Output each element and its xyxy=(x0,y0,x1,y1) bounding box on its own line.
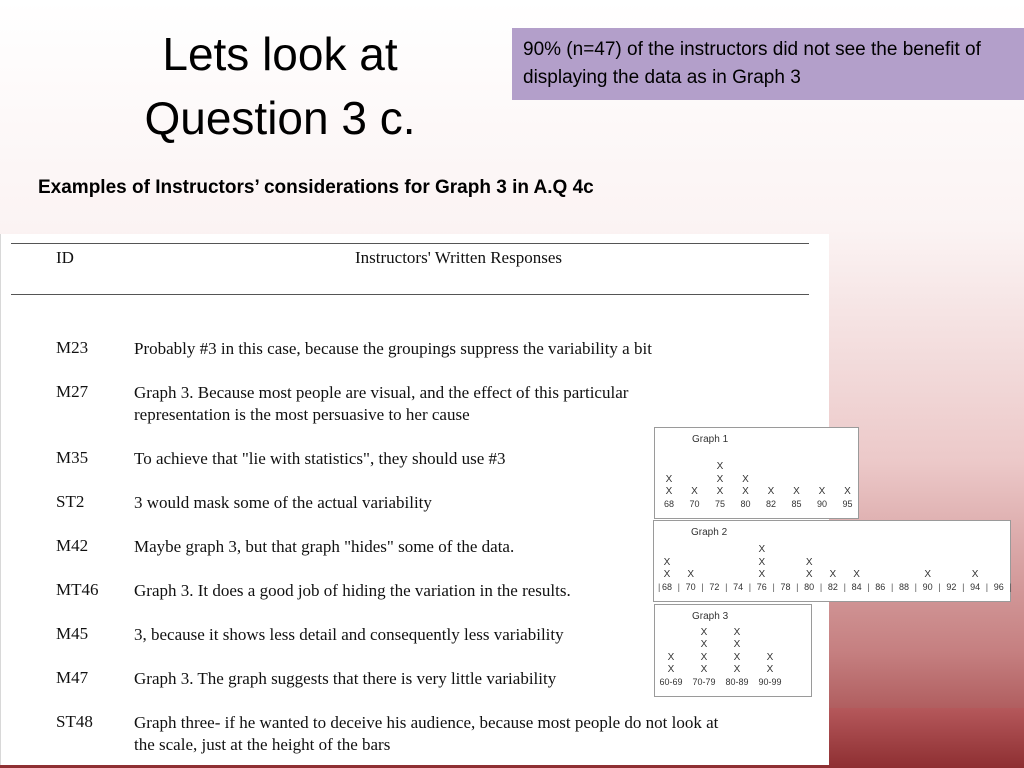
graph-separator: | xyxy=(867,582,870,592)
row-response-line: representation is the most persuasive to her cause xyxy=(134,405,470,424)
graph-x-mark: X xyxy=(742,473,749,485)
row-response-line: 3 would mask some of the actual variability xyxy=(134,493,432,512)
graph-x-mark: X xyxy=(793,486,800,497)
row-response-line: Graph 3. Because most people are visual, and the effect of this particular xyxy=(134,383,629,402)
row-response xyxy=(134,382,814,426)
graph-x-mark: X xyxy=(805,556,813,568)
table-caption: Examples of Instructors’ considerations for Graph 3 in A.Q 4c xyxy=(38,177,594,198)
table-top-rule xyxy=(11,243,809,244)
graph-x-mark: X xyxy=(853,569,860,580)
graph-category-label: 82 xyxy=(765,499,777,509)
graph-x-mark: X xyxy=(667,664,675,675)
graph-category-label: 94 xyxy=(970,582,981,592)
graph-separator: | xyxy=(677,582,681,592)
row-id: ST48 xyxy=(56,712,93,731)
row-id: M23 xyxy=(56,338,89,357)
graph-category-label: 80-89 xyxy=(725,677,749,687)
slide-title xyxy=(80,22,480,150)
header-id: ID xyxy=(56,248,74,267)
graph-x-mark: X xyxy=(805,569,813,580)
row-response xyxy=(134,712,814,756)
graph-category-label: 85 xyxy=(791,499,802,509)
slide-title-line-1: Lets look at xyxy=(162,28,398,80)
graph-x-mark: X xyxy=(844,486,851,497)
graph-separator: | xyxy=(938,582,941,592)
graph-category-label: 70-79 xyxy=(692,677,716,687)
graph-3-dotplot xyxy=(654,604,812,697)
graph-x-mark: X xyxy=(766,651,774,663)
graph-x-mark: X xyxy=(700,639,708,650)
graph-category-label: 88 xyxy=(898,582,910,592)
graph-x-mark: X xyxy=(691,486,698,497)
row-response-line: Probably #3 in this case, because the groupings suppress the variability a bit xyxy=(134,339,652,358)
table-header-rule xyxy=(11,294,809,295)
graph-category-label: 82 xyxy=(827,582,838,592)
graph-category-label: 74 xyxy=(733,582,744,592)
graph-x-mark: X xyxy=(766,664,774,675)
graph-title: Graph 2 xyxy=(691,527,728,538)
graph-x-mark: X xyxy=(758,544,766,555)
graph-x-mark: X xyxy=(829,569,837,580)
graph-category-label: 80 xyxy=(740,499,751,509)
graph-separator: | xyxy=(772,582,775,592)
row-response xyxy=(134,338,814,360)
row-response-line: Graph 3. The graph suggests that there is very little variability xyxy=(134,669,557,688)
graph-category-label: 68 xyxy=(661,582,673,592)
graph-separator: | xyxy=(819,582,823,592)
graph-x-mark: X xyxy=(818,486,826,497)
graph-x-mark: X xyxy=(758,569,766,580)
graph-separator: | xyxy=(725,582,728,592)
summary-note: 90% (n=47) of the instructors did not see the benefit of displaying the data as in Graph 3 xyxy=(512,28,1024,100)
graph-category-label: 60-69 xyxy=(659,677,683,687)
graph-x-mark: X xyxy=(716,486,724,497)
graph-separator: | xyxy=(748,582,752,592)
graph-category-label: 95 xyxy=(842,499,853,509)
graph-title: Graph 3 xyxy=(692,611,729,622)
row-response-line: 3, because it shows less detail and consequently less variability xyxy=(134,625,564,644)
graph-category-label: 75 xyxy=(714,499,726,509)
graph-x-mark: X xyxy=(742,486,749,497)
graph-category-label: 76 xyxy=(756,582,767,592)
graph-separator: | xyxy=(1009,582,1012,592)
graph-title: Graph 1 xyxy=(692,434,729,445)
graph-category-label: 68 xyxy=(663,499,675,509)
graph-x-mark: X xyxy=(971,569,979,580)
graph-x-mark: X xyxy=(663,556,671,568)
graph-category-label: 78 xyxy=(780,582,791,592)
row-id: MT46 xyxy=(56,580,99,599)
row-id: M45 xyxy=(56,624,89,643)
header-responses: Instructors' Written Responses xyxy=(355,248,562,267)
graph-x-mark: X xyxy=(767,486,775,497)
graph-category-label: 90 xyxy=(816,499,828,509)
row-response-line: the scale, just at the height of the bars xyxy=(134,735,391,754)
graph-x-mark: X xyxy=(663,569,671,580)
graph-separator: | xyxy=(914,582,918,592)
graph-x-mark: X xyxy=(758,556,766,568)
row-id: ST2 xyxy=(56,492,85,511)
graph-category-label: 80 xyxy=(804,582,815,592)
row-id: M42 xyxy=(56,536,89,555)
graph-category-label: 90 xyxy=(922,582,933,592)
graph-x-mark: X xyxy=(924,569,932,580)
graph-category-label: 84 xyxy=(851,582,862,592)
graph-x-mark: X xyxy=(733,639,741,650)
graph-separator: | xyxy=(890,582,894,592)
graph-x-mark: X xyxy=(665,486,673,497)
row-response-line: Graph three- if he wanted to deceive his audience, because most people do not look at xyxy=(134,713,719,732)
row-id: M35 xyxy=(56,448,89,467)
graph-separator: | xyxy=(657,582,661,592)
graph-x-mark: X xyxy=(733,664,741,675)
graph-x-mark: X xyxy=(733,626,741,638)
graph-separator: | xyxy=(796,582,799,592)
row-id: M47 xyxy=(56,668,89,687)
graph-2-dotplot xyxy=(653,520,1011,602)
graph-category-label: 86 xyxy=(875,582,886,592)
graph-category-label: 72 xyxy=(709,582,720,592)
graph-separator: | xyxy=(985,582,989,592)
row-id: M27 xyxy=(56,382,89,401)
graph-x-mark: X xyxy=(733,651,741,663)
graph-category-label: 96 xyxy=(993,582,1004,592)
graph-separator: | xyxy=(843,582,846,592)
slide-title-line-2: Question 3 c. xyxy=(144,92,416,144)
graph-category-label: 70 xyxy=(689,499,700,509)
graph-x-mark: X xyxy=(667,651,675,663)
graph-category-label: 92 xyxy=(946,582,957,592)
graph-category-label: 90-99 xyxy=(758,677,782,687)
row-response-line: Maybe graph 3, but that graph "hides" some of the data. xyxy=(134,537,515,556)
graph-x-mark: X xyxy=(716,461,724,472)
row-response-line: Graph 3. It does a good job of hiding the variation in the results. xyxy=(134,581,571,600)
graph-x-mark: X xyxy=(700,626,708,638)
graph-x-mark: X xyxy=(665,473,673,485)
graph-x-mark: X xyxy=(687,569,695,580)
row-response-line: To achieve that "lie with statistics", they should use #3 xyxy=(134,449,506,468)
graph-x-mark: X xyxy=(700,664,708,675)
graph-separator: | xyxy=(701,582,704,592)
graph-separator: | xyxy=(962,582,965,592)
graph-category-label: 70 xyxy=(685,582,696,592)
graph-1-dotplot xyxy=(654,427,859,519)
graph-x-mark: X xyxy=(700,651,708,663)
graph-x-mark: X xyxy=(716,473,724,485)
